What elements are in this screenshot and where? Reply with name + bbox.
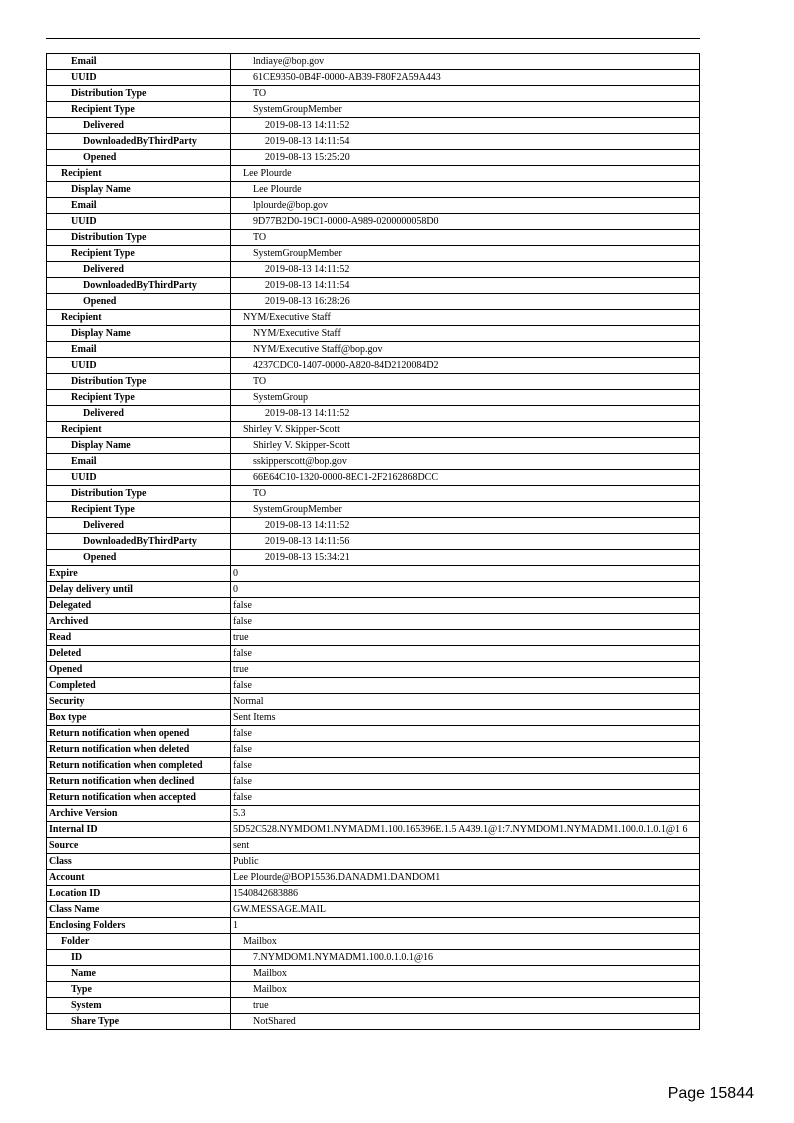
property-key: Internal ID xyxy=(47,822,231,838)
property-value: 0 xyxy=(231,566,700,582)
property-value: Public xyxy=(231,854,700,870)
property-value: false xyxy=(231,774,700,790)
property-key: Name xyxy=(47,966,231,982)
property-key: UUID xyxy=(47,214,231,230)
property-key: Return notification when deleted xyxy=(47,742,231,758)
property-value: 2019-08-13 15:25:20 xyxy=(231,150,700,166)
property-value: false xyxy=(231,598,700,614)
table-row xyxy=(47,486,700,502)
property-key: Delivered xyxy=(47,118,231,134)
property-key: Return notification when opened xyxy=(47,726,231,742)
property-value: 7.NYMDOM1.NYMADM1.100.0.1.0.1@16 xyxy=(231,950,700,966)
property-value: false xyxy=(231,758,700,774)
table-row xyxy=(47,358,700,374)
property-value: 2019-08-13 14:11:54 xyxy=(231,134,700,150)
property-key: Folder xyxy=(47,934,231,950)
table-row xyxy=(47,342,700,358)
property-value: 4237CDC0-1407-0000-A820-84D2120084D2 xyxy=(231,358,700,374)
property-key: Security xyxy=(47,694,231,710)
table-row xyxy=(47,454,700,470)
property-key: Delivered xyxy=(47,262,231,278)
property-value: 5D52C528.NYMDOM1.NYMADM1.100.165396E.1.5 A439.1@1:7.NYMDOM1.NYMADM1.100.0.1.0.1@1 6 xyxy=(231,822,700,838)
property-key: Recipient Type xyxy=(47,246,231,262)
property-key: Delivered xyxy=(47,518,231,534)
property-value: 0 xyxy=(231,582,700,598)
table-row xyxy=(47,102,700,118)
property-key: Box type xyxy=(47,710,231,726)
property-key: UUID xyxy=(47,70,231,86)
property-value: false xyxy=(231,790,700,806)
property-key: Distribution Type xyxy=(47,486,231,502)
table-row xyxy=(47,662,700,678)
property-key: Enclosing Folders xyxy=(47,918,231,934)
table-row xyxy=(47,70,700,86)
property-key: Share Type xyxy=(47,1014,231,1030)
property-key: Email xyxy=(47,454,231,470)
property-key: Recipient Type xyxy=(47,102,231,118)
table-row xyxy=(47,598,700,614)
property-key: Archived xyxy=(47,614,231,630)
property-key: Archive Version xyxy=(47,806,231,822)
table-row xyxy=(47,134,700,150)
table-row xyxy=(47,150,700,166)
property-value: false xyxy=(231,614,700,630)
property-key: Account xyxy=(47,870,231,886)
property-value: false xyxy=(231,678,700,694)
table-row xyxy=(47,294,700,310)
property-value: TO xyxy=(231,86,700,102)
table-row xyxy=(47,934,700,950)
property-key: Recipient Type xyxy=(47,502,231,518)
table-row xyxy=(47,166,700,182)
property-key: Deleted xyxy=(47,646,231,662)
table-row xyxy=(47,630,700,646)
table-row xyxy=(47,438,700,454)
property-key: DownloadedByThirdParty xyxy=(47,278,231,294)
property-value: TO xyxy=(231,486,700,502)
property-key: Delivered xyxy=(47,406,231,422)
property-key: Opened xyxy=(47,294,231,310)
property-key: DownloadedByThirdParty xyxy=(47,534,231,550)
table-row xyxy=(47,902,700,918)
table-row xyxy=(47,262,700,278)
header-rule xyxy=(46,38,700,39)
property-value: NotShared xyxy=(231,1014,700,1030)
property-value: GW.MESSAGE.MAIL xyxy=(231,902,700,918)
table-row xyxy=(47,678,700,694)
table-row xyxy=(47,518,700,534)
property-key: Return notification when accepted xyxy=(47,790,231,806)
table-row xyxy=(47,422,700,438)
table-row xyxy=(47,1014,700,1030)
table-row xyxy=(47,838,700,854)
property-key: Distribution Type xyxy=(47,230,231,246)
table-row xyxy=(47,694,700,710)
properties-table-body xyxy=(47,54,700,1030)
property-key: Display Name xyxy=(47,326,231,342)
table-row xyxy=(47,982,700,998)
property-key: Return notification when completed xyxy=(47,758,231,774)
property-key: Completed xyxy=(47,678,231,694)
property-value: false xyxy=(231,726,700,742)
property-value: Mailbox xyxy=(231,982,700,998)
property-value: 2019-08-13 14:11:52 xyxy=(231,406,700,422)
table-row xyxy=(47,406,700,422)
property-value: Lee Plourde xyxy=(231,182,700,198)
table-row xyxy=(47,822,700,838)
property-key: UUID xyxy=(47,470,231,486)
property-value: 2019-08-13 15:34:21 xyxy=(231,550,700,566)
property-key: System xyxy=(47,998,231,1014)
table-row xyxy=(47,614,700,630)
table-row xyxy=(47,790,700,806)
table-row xyxy=(47,86,700,102)
property-key: Recipient xyxy=(47,422,231,438)
property-value: 2019-08-13 14:11:54 xyxy=(231,278,700,294)
property-key: Class xyxy=(47,854,231,870)
property-value: false xyxy=(231,646,700,662)
property-value: lndiaye@bop.gov xyxy=(231,54,700,70)
table-row xyxy=(47,774,700,790)
property-value: Sent Items xyxy=(231,710,700,726)
property-key: Class Name xyxy=(47,902,231,918)
table-row xyxy=(47,966,700,982)
property-key: Recipient xyxy=(47,310,231,326)
property-value: sskipperscott@bop.gov xyxy=(231,454,700,470)
property-key: Delegated xyxy=(47,598,231,614)
property-key: Return notification when declined xyxy=(47,774,231,790)
property-value: NYM/Executive Staff xyxy=(231,326,700,342)
property-value: 66E64C10-1320-0000-8EC1-2F2162868DCC xyxy=(231,470,700,486)
property-value: TO xyxy=(231,230,700,246)
table-row xyxy=(47,566,700,582)
property-value: 2019-08-13 14:11:52 xyxy=(231,262,700,278)
property-value: 61CE9350-0B4F-0000-AB39-F80F2A59A443 xyxy=(231,70,700,86)
property-value: true xyxy=(231,662,700,678)
table-row xyxy=(47,646,700,662)
property-key: Email xyxy=(47,342,231,358)
property-value: Shirley V. Skipper-Scott xyxy=(231,422,700,438)
property-key: Opened xyxy=(47,150,231,166)
table-row xyxy=(47,390,700,406)
table-row xyxy=(47,582,700,598)
table-row xyxy=(47,198,700,214)
table-row xyxy=(47,470,700,486)
table-row xyxy=(47,326,700,342)
property-value: SystemGroup xyxy=(231,390,700,406)
table-row xyxy=(47,710,700,726)
table-row xyxy=(47,182,700,198)
table-row xyxy=(47,534,700,550)
table-row xyxy=(47,742,700,758)
table-row xyxy=(47,118,700,134)
property-key: Opened xyxy=(47,550,231,566)
table-row xyxy=(47,502,700,518)
table-row xyxy=(47,886,700,902)
table-row xyxy=(47,230,700,246)
property-value: SystemGroupMember xyxy=(231,502,700,518)
property-value: true xyxy=(231,998,700,1014)
property-key: DownloadedByThirdParty xyxy=(47,134,231,150)
property-value: 2019-08-13 16:28:26 xyxy=(231,294,700,310)
property-value: TO xyxy=(231,374,700,390)
property-key: Source xyxy=(47,838,231,854)
property-value: Normal xyxy=(231,694,700,710)
property-value: Shirley V. Skipper-Scott xyxy=(231,438,700,454)
property-value: 1 xyxy=(231,918,700,934)
property-value: false xyxy=(231,742,700,758)
property-key: Expire xyxy=(47,566,231,582)
properties-table xyxy=(46,53,700,1030)
property-value: SystemGroupMember xyxy=(231,102,700,118)
property-key: Email xyxy=(47,54,231,70)
table-row xyxy=(47,998,700,1014)
property-value: 2019-08-13 14:11:52 xyxy=(231,518,700,534)
table-row xyxy=(47,726,700,742)
property-value: 9D77B2D0-19C1-0000-A989-0200000058D0 xyxy=(231,214,700,230)
property-key: Distribution Type xyxy=(47,86,231,102)
property-key: Opened xyxy=(47,662,231,678)
property-key: Display Name xyxy=(47,182,231,198)
property-key: UUID xyxy=(47,358,231,374)
table-row xyxy=(47,214,700,230)
property-value: lplourde@bop.gov xyxy=(231,198,700,214)
table-row xyxy=(47,950,700,966)
property-value: sent xyxy=(231,838,700,854)
table-row xyxy=(47,54,700,70)
property-key: Display Name xyxy=(47,438,231,454)
table-row xyxy=(47,550,700,566)
property-key: Email xyxy=(47,198,231,214)
property-key: ID xyxy=(47,950,231,966)
property-value: SystemGroupMember xyxy=(231,246,700,262)
property-key: Distribution Type xyxy=(47,374,231,390)
property-key: Location ID xyxy=(47,886,231,902)
property-key: Recipient xyxy=(47,166,231,182)
table-row xyxy=(47,310,700,326)
property-value: Mailbox xyxy=(231,966,700,982)
property-key: Type xyxy=(47,982,231,998)
property-value: 2019-08-13 14:11:56 xyxy=(231,534,700,550)
property-value: Mailbox xyxy=(231,934,700,950)
page-number: Page 15844 xyxy=(667,1085,754,1102)
property-key: Delay delivery until xyxy=(47,582,231,598)
table-row xyxy=(47,246,700,262)
table-row xyxy=(47,918,700,934)
property-value: Lee Plourde@BOP15536.DANADM1.DANDOM1 xyxy=(231,870,700,886)
property-value: NYM/Executive Staff xyxy=(231,310,700,326)
table-row xyxy=(47,806,700,822)
table-row xyxy=(47,374,700,390)
table-row xyxy=(47,870,700,886)
table-row xyxy=(47,854,700,870)
property-value: 1540842683886 xyxy=(231,886,700,902)
property-value: Lee Plourde xyxy=(231,166,700,182)
property-key: Recipient Type xyxy=(47,390,231,406)
property-value: 2019-08-13 14:11:52 xyxy=(231,118,700,134)
property-value: true xyxy=(231,630,700,646)
property-key: Read xyxy=(47,630,231,646)
property-value: 5.3 xyxy=(231,806,700,822)
property-value: NYM/Executive Staff@bop.gov xyxy=(231,342,700,358)
table-row xyxy=(47,758,700,774)
table-row xyxy=(47,278,700,294)
